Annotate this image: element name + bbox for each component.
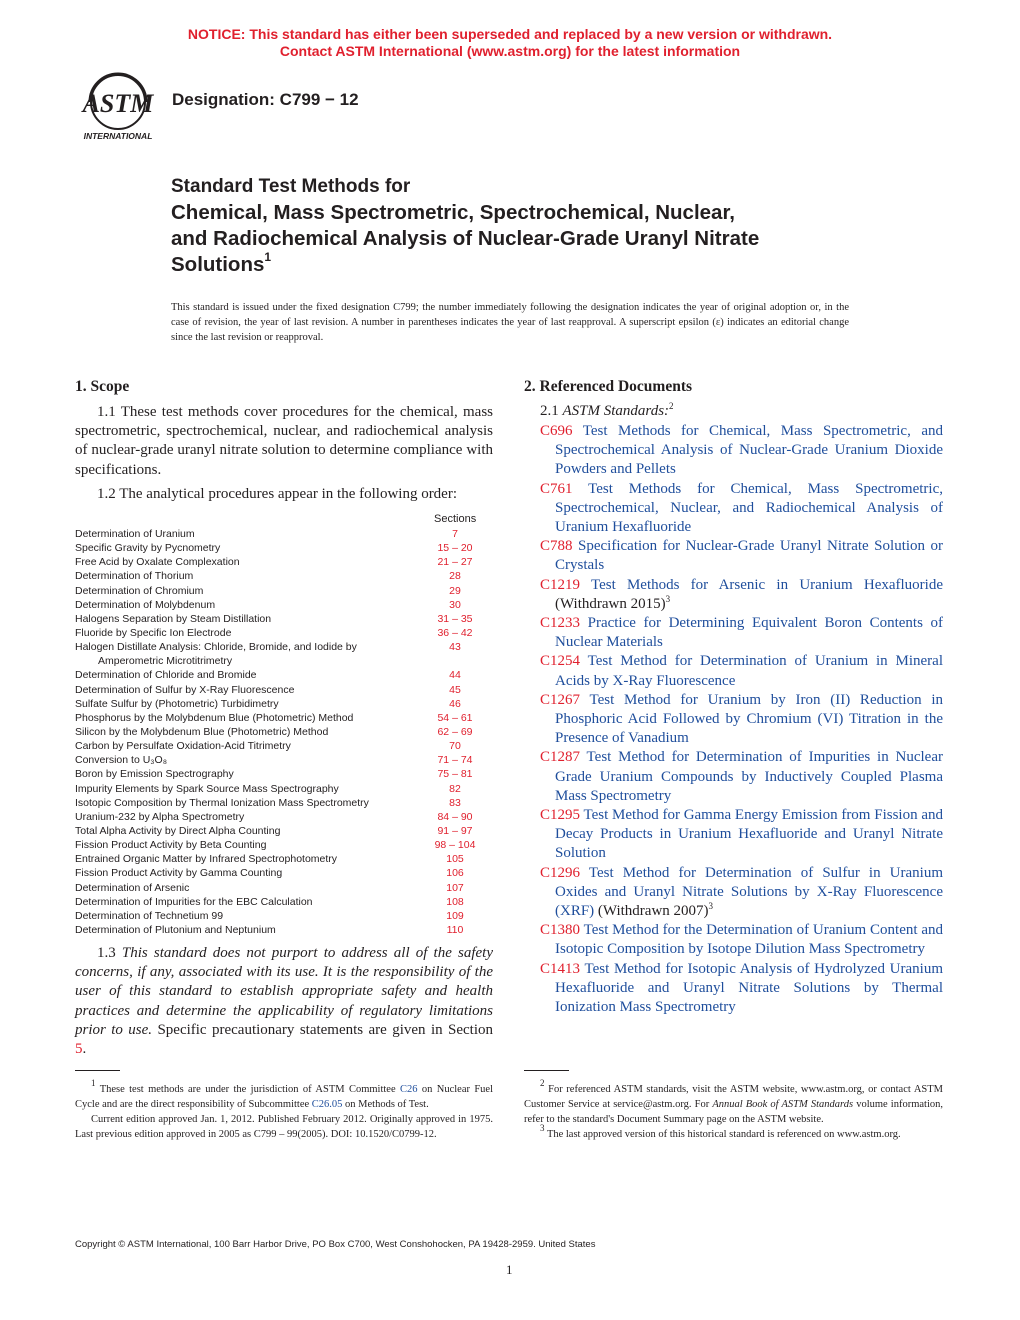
reference-item <box>540 748 943 806</box>
sub-label: ASTM Standards: <box>562 403 670 419</box>
svg-text:ASTM: ASTM <box>82 89 154 118</box>
table-row <box>75 796 495 810</box>
procedure-sections-link[interactable]: 98 – 104 <box>434 839 476 852</box>
reference-code-link[interactable]: C1295 <box>540 807 581 824</box>
sub-number: 2.1 <box>540 403 559 419</box>
reference-item <box>540 864 943 922</box>
procedure-sections-link[interactable]: 84 – 90 <box>437 810 473 823</box>
reference-item <box>540 422 943 480</box>
reference-title-link[interactable]: Specification for Nuclear-Grade Uranyl Nitrate Solution or Crystals <box>555 538 944 574</box>
reference-title-link[interactable]: Test Method for Uranium by Iron (II) Reduction in Phosphoric Acid Followed by Chromium (VI) Titration in the Presence of Vanadium <box>555 691 944 747</box>
scope-heading: 1. Scope <box>75 378 130 395</box>
section-5-link[interactable]: 5 <box>75 1041 83 1058</box>
withdrawn-note: (Withdrawn 2015) <box>555 595 666 612</box>
table-row <box>75 683 495 697</box>
safety-statement: This standard does not purport to address all of the safety concerns, if any, associated with its use. It is the responsibility of the user of this standard to establish appropriate safety and health practices and determine the applicability of regulatory limitations prior to use. <box>75 945 494 1038</box>
table-row <box>75 866 495 880</box>
reference-title-link[interactable]: Test Method for Determination of Sulfur in Uranium Oxides and Uranyl Nitrate Solutions by X-Ray Fluorescence (XRF) <box>555 864 943 920</box>
procedure-sections-link[interactable]: 54 – 61 <box>437 711 473 724</box>
procedure-sections-link[interactable]: 110 <box>446 923 464 936</box>
procedure-sections-link[interactable]: 29 <box>449 584 461 597</box>
fn1-mark: 1 <box>91 1078 96 1088</box>
referenced-docs-heading: 2. Referenced Documents <box>524 378 693 395</box>
fn1-text-b: on Nuclear Fuel Cycle and are the direct responsibility of Subcommittee <box>75 1084 494 1110</box>
procedure-sections-link[interactable]: 36 – 42 <box>437 626 473 639</box>
procedure-label: Determination of Molybdenum <box>75 598 216 611</box>
reference-title-link[interactable]: Test Method for Determination of Impurities in Nuclear Grade Uranium Compounds by Inductively Coupled Plasma Mass Spectrometry <box>555 749 943 804</box>
procedure-sections-link[interactable]: 82 <box>449 782 461 795</box>
procedure-label: Isotopic Composition by Thermal Ionization Mass Spectrometry <box>75 796 369 809</box>
procedure-label: Sulfate Sulfur by (Photometric) Turbidimetry <box>75 697 279 710</box>
procedure-sections-link[interactable]: 105 <box>446 853 464 866</box>
procedure-sections-link[interactable]: 43 <box>449 641 461 654</box>
procedure-label: Carbon by Persulfate Oxidation-Acid Titrimetry <box>75 740 291 753</box>
procedure-label: Determination of Technetium 99 <box>75 909 224 922</box>
reference-item <box>540 921 943 959</box>
table-row <box>75 838 495 852</box>
reference-item <box>540 806 943 864</box>
table-row <box>75 881 495 895</box>
procedure-label: Impurity Elements by Spark Source Mass Spectrography <box>75 782 339 795</box>
footnote-mark: 3 <box>665 593 671 604</box>
procedure-label: Halogens Separation by Steam Distillation <box>75 612 272 625</box>
fn2-text-a: For referenced ASTM standards, visit the ASTM website, www.astm.org, or contact ASTM Customer Service at service@astm.org. For <box>524 1084 943 1110</box>
table-row <box>75 767 495 781</box>
procedure-sections-link[interactable]: 108 <box>446 895 464 908</box>
notice-line-2: Contact ASTM International (www.astm.org) for the latest information <box>279 43 741 59</box>
table-row <box>75 640 495 654</box>
procedure-label: Silicon by the Molybdenum Blue (Photometric) Method <box>75 725 329 738</box>
reference-code-link[interactable]: C1413 <box>540 960 581 977</box>
reference-item <box>540 652 943 690</box>
reference-code-link[interactable]: C1287 <box>540 749 581 766</box>
reference-item <box>540 691 943 749</box>
page-number: 1 <box>506 1262 513 1277</box>
reference-code-link[interactable]: C1233 <box>540 615 581 632</box>
procedure-sections-link[interactable]: 83 <box>449 796 461 809</box>
reference-code-link[interactable]: C696 <box>540 423 573 439</box>
procedure-sections-link[interactable]: 107 <box>446 881 464 894</box>
sections-column-header: Sections <box>434 513 477 525</box>
title-line-1: Standard Test Methods for <box>171 176 411 197</box>
document-title <box>171 174 871 278</box>
withdrawal-notice <box>0 26 1020 60</box>
table-row <box>75 711 495 725</box>
table-row <box>75 725 495 739</box>
fn1-text-a: These test methods are under the jurisdiction of ASTM Committee <box>99 1084 396 1095</box>
reference-code-link[interactable]: C1267 <box>540 691 581 708</box>
table-row <box>75 810 495 824</box>
table-row <box>75 923 495 937</box>
footnote-mark: 3 <box>708 901 714 912</box>
footnotes-right <box>524 1078 943 1142</box>
footnote-rule-right <box>524 1070 569 1071</box>
procedure-label: Conversion to U₃O₈ <box>75 754 168 767</box>
c26-05-link[interactable]: C26.05 <box>311 1099 343 1110</box>
procedure-sections-link[interactable]: 30 <box>449 598 461 611</box>
reference-code-link[interactable]: C1296 <box>540 864 581 881</box>
reference-code-link[interactable]: C788 <box>540 538 573 555</box>
fn2-italic: Annual Book of ASTM Standards <box>712 1099 854 1110</box>
table-row <box>75 598 495 612</box>
procedure-label: Free Acid by Oxalate Complexation <box>75 556 240 569</box>
table-row <box>75 654 495 668</box>
procedure-label: Determination of Uranium <box>75 528 195 540</box>
procedure-sections-link[interactable] <box>415 654 495 668</box>
table-row <box>75 852 495 866</box>
procedure-sections-link[interactable]: 75 – 81 <box>437 768 473 781</box>
designation: Designation: C799 − 12 <box>172 90 359 109</box>
copyright-line: Copyright © ASTM International, 100 Barr Harbor Drive, PO Box C700, West Conshohocken, PA 19428-2959. United States <box>75 1239 596 1250</box>
procedure-label: Uranium-232 by Alpha Spectrometry <box>75 810 245 823</box>
reference-item <box>540 960 943 1018</box>
reference-title-link[interactable]: Test Method for Gamma Energy Emission from Fission and Decay Products in Uranium Hexafluoride and Uranyl Nitrate Solution <box>555 807 943 862</box>
fn1-text-c: on Methods of Test. <box>345 1099 429 1110</box>
procedure-sections-link[interactable]: 31 – 35 <box>437 612 473 625</box>
issued-note: This standard is issued under the fixed designation C799; the number immediately following the designation indicates the year of original adoption or, in the case of revision, the year of last revision. A number in parentheses indicates the year of last reapproval. A superscript epsilon (ε) indicates an editorial change since the last revision or reapproval. <box>171 302 849 343</box>
astm-standards-label <box>540 402 943 421</box>
title-line-3: and Radiochemical Analysis of Nuclear-Grade Uranyl Nitrate <box>171 227 760 250</box>
title-line-4: Solutions <box>171 253 265 276</box>
procedure-sections-link[interactable]: 7 <box>452 528 458 540</box>
scope-para-1: 1.1 These test methods cover procedures for the chemical, mass spectrometric, spectrochemical, nuclear, and radiochemical analysis of nuclear-grade uranyl nitrate solution to determine compliance with specifications. <box>75 404 493 478</box>
table-row <box>75 569 495 583</box>
table-row <box>75 697 495 711</box>
notice-line-1: NOTICE: This standard has either been superseded and replaced by a new version or withdrawn. <box>187 26 833 42</box>
fn2-mark: 2 <box>540 1078 545 1088</box>
procedure-sections-link[interactable]: 21 – 27 <box>437 556 473 569</box>
procedure-label: Specific Gravity by Pycnometry <box>75 542 221 555</box>
reference-list <box>540 422 943 1017</box>
reference-title-link[interactable]: Test Method for Determination of Uranium in Mineral Acids by X-Ray Fluorescence <box>555 653 943 689</box>
procedure-label: Determination of Chromium <box>75 584 204 597</box>
fn2-text-b: volume information, refer to the standard's Document Summary page on the ASTM website. <box>524 1099 943 1125</box>
footnotes-left <box>75 1078 494 1142</box>
para-number: 1.3 <box>97 945 116 961</box>
procedure-label: Fission Product Activity by Gamma Counting <box>75 867 283 880</box>
procedure-label: Determination of Chloride and Bromide <box>75 669 257 682</box>
procedure-label: Determination of Sulfur by X-Ray Fluorescence <box>75 683 295 696</box>
procedure-label: Phosphorus by the Molybdenum Blue (Photometric) Method <box>75 711 354 724</box>
reference-code-link[interactable]: C1219 <box>540 576 581 593</box>
scope-body <box>75 403 493 504</box>
procedure-label: Total Alpha Activity by Direct Alpha Counting <box>75 824 281 837</box>
title-footnote-mark: 1 <box>264 250 272 264</box>
reference-code-link[interactable]: C761 <box>540 480 573 497</box>
fn3-text: The last approved version of this historical standard is referenced on www.astm.org. <box>546 1129 901 1140</box>
table-row <box>75 626 495 640</box>
fn1-edition-info: Current edition approved Jan. 1, 2012. Published February 2012. Originally approved in 1975. Last previous edition approved in 2005 as C799 – 99(2005). DOI: 10.1520/C0799-12. <box>75 1114 493 1140</box>
reference-title-link[interactable]: Test Methods for Chemical, Mass Spectrometric, Spectrochemical, Nuclear, and Radiochemical Analysis of Uranium Hexafluoride <box>555 480 943 536</box>
procedure-sections-link[interactable]: 46 <box>449 697 461 710</box>
table-row <box>75 555 495 569</box>
reference-item <box>540 576 943 614</box>
table-row <box>75 668 495 682</box>
procedure-sections-link[interactable]: 62 – 69 <box>437 725 473 738</box>
precaution-text: Specific precautionary statements are given in Section <box>157 1021 493 1038</box>
astm-logo <box>76 72 160 144</box>
table-row <box>75 909 495 923</box>
table-row <box>75 782 495 796</box>
table-row <box>75 541 495 555</box>
procedure-sections-link[interactable]: 15 – 20 <box>437 542 473 555</box>
table-row <box>75 753 495 767</box>
reference-title-link[interactable]: Test Method for the Determination of Uranium Content and Isotopic Composition by Isotope Dilution Mass Spectrometry <box>555 922 943 958</box>
procedure-label: Amperometric Microtitrimetry <box>98 655 233 668</box>
scope-para-3 <box>75 944 493 1059</box>
procedure-sections-link[interactable]: 44 <box>449 669 461 682</box>
procedure-label: Fission Product Activity by Beta Counting <box>75 839 267 852</box>
procedure-label: Determination of Plutonium and Neptunium <box>75 923 276 936</box>
table-row <box>75 584 495 598</box>
table-row <box>75 527 495 541</box>
procedure-sections-link[interactable]: 91 – 97 <box>437 824 473 837</box>
procedure-sections-link[interactable]: 70 <box>449 740 461 753</box>
procedure-label: Fluoride by Specific Ion Electrode <box>75 626 232 639</box>
fn3-mark: 3 <box>540 1123 545 1133</box>
footnote-rule-left <box>75 1070 120 1071</box>
svg-text:INTERNATIONAL: INTERNATIONAL <box>83 131 153 141</box>
reference-code-link[interactable]: C1254 <box>540 653 581 670</box>
sub-footnote-mark: 2 <box>669 401 674 411</box>
title-line-2: Chemical, Mass Spectrometric, Spectrochemical, Nuclear, <box>171 201 735 224</box>
table-row <box>75 612 495 626</box>
table-row <box>75 739 495 753</box>
period: . <box>82 1041 87 1058</box>
procedure-sections-link[interactable]: 109 <box>446 909 464 922</box>
reference-title-link[interactable]: Test Methods for Chemical, Mass Spectrometric, and Spectrochemical Analysis of Nuclear-Grade Uranium Dioxide Powders and Pellets <box>555 423 943 478</box>
procedure-sections-link[interactable]: 28 <box>449 570 461 583</box>
procedures-table <box>75 527 495 937</box>
table-row <box>75 895 495 909</box>
table-row <box>75 824 495 838</box>
procedure-sections-link[interactable]: 45 <box>449 683 461 696</box>
reference-item <box>540 614 943 652</box>
procedure-sections-link[interactable]: 71 – 74 <box>437 754 473 767</box>
procedure-label: Determination of Arsenic <box>75 881 190 894</box>
reference-code-link[interactable]: C1380 <box>540 922 581 939</box>
procedure-label: Determination of Thorium <box>75 570 194 583</box>
withdrawn-note: (Withdrawn 2007) <box>597 903 709 920</box>
procedure-sections-link[interactable]: 106 <box>446 867 464 880</box>
reference-item <box>540 480 943 538</box>
procedure-label: Entrained Organic Matter by Infrared Spectrophotometry <box>75 853 338 866</box>
procedure-label: Halogen Distillate Analysis: Chloride, Bromide, and Iodide by <box>75 641 357 654</box>
reference-item <box>540 537 943 575</box>
procedure-label: Determination of Impurities for the EBC Calculation <box>75 895 313 908</box>
reference-title-link[interactable]: Test Methods for Arsenic in Uranium Hexafluoride <box>590 576 943 593</box>
procedure-label: Boron by Emission Spectrography <box>75 768 234 781</box>
reference-title-link[interactable]: Test Method for Isotopic Analysis of Hydrolyzed Uranium Hexafluoride and Uranyl Nitrate Solutions by Thermal Ionization Mass Spectrometry <box>555 960 943 1016</box>
c26-link[interactable]: C26 <box>399 1084 418 1095</box>
reference-title-link[interactable]: Practice for Determining Equivalent Boron Contents of Nuclear Materials <box>555 615 944 651</box>
scope-para-2: 1.2 The analytical procedures appear in the following order: <box>97 485 458 502</box>
